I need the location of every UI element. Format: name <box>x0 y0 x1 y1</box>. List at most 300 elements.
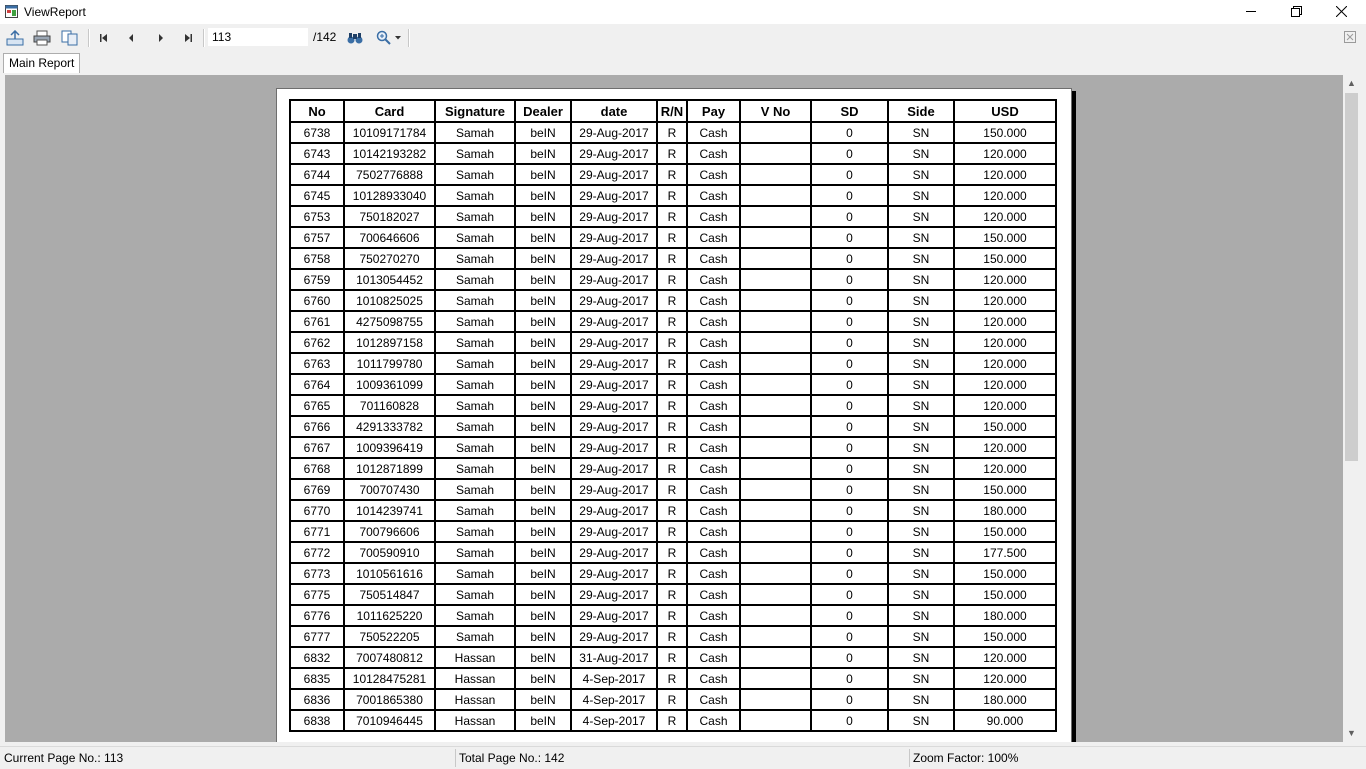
cell-no: 6743 <box>290 143 344 164</box>
export-button[interactable] <box>5 28 25 48</box>
cell-dealer: beIN <box>515 227 571 248</box>
cell-no: 6744 <box>290 164 344 185</box>
cell-side: SN <box>888 458 954 479</box>
cell-date: 29-Aug-2017 <box>571 227 657 248</box>
cell-date: 29-Aug-2017 <box>571 542 657 563</box>
scrollbar-thumb[interactable] <box>1345 93 1358 461</box>
cell-date: 29-Aug-2017 <box>571 416 657 437</box>
column-header: V No <box>740 100 811 122</box>
column-header: Card <box>344 100 435 122</box>
cell-no: 6757 <box>290 227 344 248</box>
cell-card: 1012897158 <box>344 332 435 353</box>
cell-usd: 150.000 <box>954 563 1056 584</box>
cell-no: 6773 <box>290 563 344 584</box>
cell-pay: Cash <box>687 374 740 395</box>
cell-rn: R <box>657 521 687 542</box>
table-row <box>290 500 1056 521</box>
cell-date: 4-Sep-2017 <box>571 689 657 710</box>
cell-usd: 120.000 <box>954 206 1056 227</box>
cell-pay: Cash <box>687 710 740 731</box>
cell-usd: 120.000 <box>954 290 1056 311</box>
cell-usd: 150.000 <box>954 416 1056 437</box>
cell-rn: R <box>657 689 687 710</box>
cell-dealer: beIN <box>515 479 571 500</box>
cell-sd: 0 <box>811 332 888 353</box>
scroll-down-arrow-icon[interactable]: ▼ <box>1347 728 1356 738</box>
find-button[interactable] <box>345 28 365 48</box>
cell-dealer: beIN <box>515 353 571 374</box>
cell-sd: 0 <box>811 584 888 605</box>
table-row <box>290 647 1056 668</box>
cell-vno <box>740 185 811 206</box>
table-header-row <box>290 100 1056 122</box>
cell-date: 29-Aug-2017 <box>571 311 657 332</box>
cell-no: 6766 <box>290 416 344 437</box>
cell-date: 29-Aug-2017 <box>571 584 657 605</box>
cell-dealer: beIN <box>515 710 571 731</box>
cell-dealer: beIN <box>515 311 571 332</box>
cell-pay: Cash <box>687 416 740 437</box>
restore-button[interactable] <box>1273 0 1319 24</box>
cell-signature: Samah <box>435 332 515 353</box>
cell-signature: Samah <box>435 290 515 311</box>
cell-no: 6835 <box>290 668 344 689</box>
cell-card: 750182027 <box>344 206 435 227</box>
cell-no: 6760 <box>290 290 344 311</box>
cell-rn: R <box>657 584 687 605</box>
table-row <box>290 668 1056 689</box>
vertical-scrollbar[interactable] <box>1343 75 1360 742</box>
cell-vno <box>740 605 811 626</box>
cell-usd: 150.000 <box>954 479 1056 500</box>
cell-pay: Cash <box>687 626 740 647</box>
cell-vno <box>740 269 811 290</box>
cell-side: SN <box>888 437 954 458</box>
cell-side: SN <box>888 332 954 353</box>
cell-usd: 120.000 <box>954 269 1056 290</box>
cell-signature: Hassan <box>435 647 515 668</box>
cell-usd: 120.000 <box>954 143 1056 164</box>
cell-card: 7502776888 <box>344 164 435 185</box>
cell-rn: R <box>657 332 687 353</box>
cell-usd: 150.000 <box>954 248 1056 269</box>
cell-sd: 0 <box>811 395 888 416</box>
cell-no: 6764 <box>290 374 344 395</box>
cell-vno <box>740 668 811 689</box>
cell-card: 1013054452 <box>344 269 435 290</box>
cell-side: SN <box>888 605 954 626</box>
cell-signature: Samah <box>435 248 515 269</box>
cell-signature: Samah <box>435 437 515 458</box>
cell-usd: 120.000 <box>954 437 1056 458</box>
cell-card: 1010825025 <box>344 290 435 311</box>
column-header: Side <box>888 100 954 122</box>
cell-no: 6777 <box>290 626 344 647</box>
cell-vno <box>740 416 811 437</box>
column-header: No <box>290 100 344 122</box>
cell-vno <box>740 710 811 731</box>
cell-usd: 90.000 <box>954 710 1056 731</box>
cell-side: SN <box>888 248 954 269</box>
cell-signature: Samah <box>435 458 515 479</box>
cell-side: SN <box>888 269 954 290</box>
cell-usd: 120.000 <box>954 668 1056 689</box>
cell-card: 1012871899 <box>344 458 435 479</box>
cell-pay: Cash <box>687 458 740 479</box>
first-page-icon <box>99 33 109 43</box>
table-row <box>290 185 1056 206</box>
tab-main-report[interactable]: Main Report <box>3 53 80 73</box>
cell-vno <box>740 584 811 605</box>
table-row <box>290 479 1056 500</box>
cell-date: 29-Aug-2017 <box>571 521 657 542</box>
cell-side: SN <box>888 668 954 689</box>
close-report-icon[interactable] <box>1344 31 1356 43</box>
cell-usd: 180.000 <box>954 605 1056 626</box>
cell-pay: Cash <box>687 500 740 521</box>
cell-rn: R <box>657 374 687 395</box>
cell-dealer: beIN <box>515 416 571 437</box>
cell-dealer: beIN <box>515 143 571 164</box>
cell-no: 6836 <box>290 689 344 710</box>
cell-dealer: beIN <box>515 521 571 542</box>
table-row <box>290 332 1056 353</box>
cell-date: 29-Aug-2017 <box>571 143 657 164</box>
cell-side: SN <box>888 500 954 521</box>
cell-date: 29-Aug-2017 <box>571 605 657 626</box>
cell-date: 29-Aug-2017 <box>571 185 657 206</box>
column-header: date <box>571 100 657 122</box>
next-page-button[interactable] <box>151 28 171 48</box>
cell-dealer: beIN <box>515 668 571 689</box>
cell-sd: 0 <box>811 710 888 731</box>
cell-vno <box>740 353 811 374</box>
cell-pay: Cash <box>687 689 740 710</box>
table-row <box>290 290 1056 311</box>
window-title: ViewReport <box>24 5 86 19</box>
cell-usd: 120.000 <box>954 185 1056 206</box>
cell-date: 29-Aug-2017 <box>571 122 657 143</box>
cell-vno <box>740 689 811 710</box>
cell-sd: 0 <box>811 521 888 542</box>
zoom-factor-status: Zoom Factor: 100% <box>913 751 1019 765</box>
cell-rn: R <box>657 290 687 311</box>
minimize-icon <box>1246 6 1256 16</box>
table-row <box>290 122 1056 143</box>
cell-date: 29-Aug-2017 <box>571 458 657 479</box>
column-header: Dealer <box>515 100 571 122</box>
cell-sd: 0 <box>811 626 888 647</box>
cell-pay: Cash <box>687 563 740 584</box>
cell-signature: Samah <box>435 416 515 437</box>
cell-pay: Cash <box>687 185 740 206</box>
cell-pay: Cash <box>687 164 740 185</box>
cell-card: 1009361099 <box>344 374 435 395</box>
toolbar-separator <box>203 29 205 47</box>
cell-sd: 0 <box>811 563 888 584</box>
cell-pay: Cash <box>687 437 740 458</box>
cell-rn: R <box>657 353 687 374</box>
app-icon <box>5 5 18 18</box>
cell-signature: Samah <box>435 374 515 395</box>
cell-pay: Cash <box>687 479 740 500</box>
cell-side: SN <box>888 416 954 437</box>
cell-vno <box>740 521 811 542</box>
cell-date: 29-Aug-2017 <box>571 353 657 374</box>
cell-signature: Hassan <box>435 668 515 689</box>
cell-signature: Samah <box>435 164 515 185</box>
cell-sd: 0 <box>811 416 888 437</box>
cell-dealer: beIN <box>515 122 571 143</box>
cell-no: 6838 <box>290 710 344 731</box>
cell-signature: Samah <box>435 311 515 332</box>
cell-rn: R <box>657 185 687 206</box>
cell-usd: 120.000 <box>954 164 1056 185</box>
cell-no: 6767 <box>290 437 344 458</box>
cell-vno <box>740 206 811 227</box>
cell-pay: Cash <box>687 647 740 668</box>
restore-icon <box>1291 6 1302 17</box>
cell-dealer: beIN <box>515 374 571 395</box>
page-number-input[interactable] <box>208 28 308 46</box>
cell-pay: Cash <box>687 332 740 353</box>
cell-sd: 0 <box>811 206 888 227</box>
cell-date: 29-Aug-2017 <box>571 626 657 647</box>
cell-usd: 120.000 <box>954 311 1056 332</box>
cell-sd: 0 <box>811 458 888 479</box>
cell-sd: 0 <box>811 605 888 626</box>
cell-date: 29-Aug-2017 <box>571 248 657 269</box>
cell-sd: 0 <box>811 269 888 290</box>
cell-rn: R <box>657 206 687 227</box>
cell-signature: Samah <box>435 521 515 542</box>
cell-side: SN <box>888 542 954 563</box>
cell-side: SN <box>888 374 954 395</box>
cell-usd: 150.000 <box>954 584 1056 605</box>
cell-usd: 180.000 <box>954 689 1056 710</box>
cell-vno <box>740 290 811 311</box>
cell-pay: Cash <box>687 143 740 164</box>
cell-side: SN <box>888 584 954 605</box>
cell-card: 1014239741 <box>344 500 435 521</box>
report-table <box>289 99 1057 732</box>
cell-side: SN <box>888 122 954 143</box>
cell-date: 29-Aug-2017 <box>571 290 657 311</box>
cell-side: SN <box>888 563 954 584</box>
cell-rn: R <box>657 500 687 521</box>
cell-side: SN <box>888 185 954 206</box>
cell-side: SN <box>888 395 954 416</box>
cell-date: 29-Aug-2017 <box>571 374 657 395</box>
toolbar-separator <box>408 29 410 47</box>
table-row <box>290 248 1056 269</box>
cell-dealer: beIN <box>515 689 571 710</box>
cell-card: 4275098755 <box>344 311 435 332</box>
cell-card: 1011625220 <box>344 605 435 626</box>
cell-sd: 0 <box>811 647 888 668</box>
cell-signature: Samah <box>435 395 515 416</box>
table-row <box>290 542 1056 563</box>
cell-card: 750270270 <box>344 248 435 269</box>
cell-card: 10128933040 <box>344 185 435 206</box>
table-row <box>290 584 1056 605</box>
cell-sd: 0 <box>811 500 888 521</box>
cell-rn: R <box>657 311 687 332</box>
cell-no: 6753 <box>290 206 344 227</box>
cell-side: SN <box>888 710 954 731</box>
cell-vno <box>740 437 811 458</box>
table-row <box>290 710 1056 731</box>
cell-dealer: beIN <box>515 437 571 458</box>
cell-card: 700646606 <box>344 227 435 248</box>
cell-usd: 180.000 <box>954 500 1056 521</box>
zoom-dropdown[interactable] <box>373 28 403 48</box>
scroll-up-arrow-icon[interactable]: ▲ <box>1347 78 1356 88</box>
cell-pay: Cash <box>687 521 740 542</box>
previous-page-button[interactable] <box>121 28 141 48</box>
column-header: R/N <box>657 100 687 122</box>
cell-sd: 0 <box>811 143 888 164</box>
cell-vno <box>740 395 811 416</box>
cell-card: 7010946445 <box>344 710 435 731</box>
cell-dealer: beIN <box>515 584 571 605</box>
cell-card: 10142193282 <box>344 143 435 164</box>
minimize-button[interactable] <box>1228 0 1274 24</box>
table-row <box>290 437 1056 458</box>
cell-rn: R <box>657 479 687 500</box>
cell-rn: R <box>657 626 687 647</box>
cell-usd: 177.500 <box>954 542 1056 563</box>
cell-pay: Cash <box>687 584 740 605</box>
column-header: SD <box>811 100 888 122</box>
cell-pay: Cash <box>687 206 740 227</box>
cell-vno <box>740 542 811 563</box>
cell-dealer: beIN <box>515 185 571 206</box>
cell-card: 700796606 <box>344 521 435 542</box>
cell-pay: Cash <box>687 353 740 374</box>
cell-signature: Samah <box>435 584 515 605</box>
table-row <box>290 311 1056 332</box>
cell-usd: 150.000 <box>954 122 1056 143</box>
cell-sd: 0 <box>811 374 888 395</box>
cell-card: 1011799780 <box>344 353 435 374</box>
cell-rn: R <box>657 647 687 668</box>
cell-rn: R <box>657 122 687 143</box>
cell-vno <box>740 479 811 500</box>
cell-sd: 0 <box>811 479 888 500</box>
cell-dealer: beIN <box>515 605 571 626</box>
cell-vno <box>740 500 811 521</box>
cell-sd: 0 <box>811 122 888 143</box>
cell-pay: Cash <box>687 269 740 290</box>
previous-page-icon <box>126 33 136 43</box>
export-icon <box>6 30 24 46</box>
cell-side: SN <box>888 689 954 710</box>
cell-pay: Cash <box>687 605 740 626</box>
last-page-icon <box>183 33 193 43</box>
cell-side: SN <box>888 311 954 332</box>
cell-card: 1009396419 <box>344 437 435 458</box>
cell-rn: R <box>657 143 687 164</box>
close-window-button[interactable] <box>1318 0 1364 24</box>
cell-signature: Samah <box>435 542 515 563</box>
table-body <box>290 122 1056 731</box>
last-page-button[interactable] <box>178 28 198 48</box>
table-row <box>290 206 1056 227</box>
table-row <box>290 374 1056 395</box>
cell-sd: 0 <box>811 542 888 563</box>
cell-pay: Cash <box>687 248 740 269</box>
cell-dealer: beIN <box>515 395 571 416</box>
cell-usd: 120.000 <box>954 353 1056 374</box>
table-row <box>290 395 1056 416</box>
cell-usd: 150.000 <box>954 521 1056 542</box>
cell-sd: 0 <box>811 668 888 689</box>
cell-usd: 150.000 <box>954 626 1056 647</box>
cell-date: 29-Aug-2017 <box>571 563 657 584</box>
cell-date: 29-Aug-2017 <box>571 479 657 500</box>
cell-rn: R <box>657 710 687 731</box>
copy-button[interactable] <box>60 28 80 48</box>
cell-no: 6763 <box>290 353 344 374</box>
cell-dealer: beIN <box>515 164 571 185</box>
cell-rn: R <box>657 416 687 437</box>
cell-pay: Cash <box>687 395 740 416</box>
column-header: Pay <box>687 100 740 122</box>
cell-dealer: beIN <box>515 563 571 584</box>
cell-no: 6769 <box>290 479 344 500</box>
cell-vno <box>740 626 811 647</box>
cell-no: 6758 <box>290 248 344 269</box>
first-page-button[interactable] <box>94 28 114 48</box>
cell-signature: Samah <box>435 353 515 374</box>
cell-card: 750514847 <box>344 584 435 605</box>
cell-date: 29-Aug-2017 <box>571 332 657 353</box>
cell-vno <box>740 332 811 353</box>
cell-sd: 0 <box>811 248 888 269</box>
cell-rn: R <box>657 164 687 185</box>
cell-side: SN <box>888 479 954 500</box>
table-row <box>290 143 1056 164</box>
cell-date: 29-Aug-2017 <box>571 269 657 290</box>
title-bar <box>0 0 1366 24</box>
zoom-icon <box>376 30 392 46</box>
cell-dealer: beIN <box>515 542 571 563</box>
cell-signature: Hassan <box>435 710 515 731</box>
status-separator <box>455 749 456 767</box>
cell-sd: 0 <box>811 164 888 185</box>
close-icon <box>1336 6 1347 17</box>
cell-vno <box>740 374 811 395</box>
cell-signature: Samah <box>435 143 515 164</box>
table-row <box>290 353 1056 374</box>
print-button[interactable] <box>32 28 52 48</box>
cell-usd: 120.000 <box>954 395 1056 416</box>
cell-rn: R <box>657 563 687 584</box>
cell-date: 29-Aug-2017 <box>571 500 657 521</box>
cell-rn: R <box>657 437 687 458</box>
cell-rn: R <box>657 395 687 416</box>
cell-date: 29-Aug-2017 <box>571 395 657 416</box>
cell-card: 4291333782 <box>344 416 435 437</box>
cell-usd: 120.000 <box>954 458 1056 479</box>
cell-date: 4-Sep-2017 <box>571 668 657 689</box>
cell-card: 1010561616 <box>344 563 435 584</box>
cell-pay: Cash <box>687 290 740 311</box>
cell-card: 7007480812 <box>344 647 435 668</box>
cell-no: 6776 <box>290 605 344 626</box>
cell-signature: Samah <box>435 269 515 290</box>
